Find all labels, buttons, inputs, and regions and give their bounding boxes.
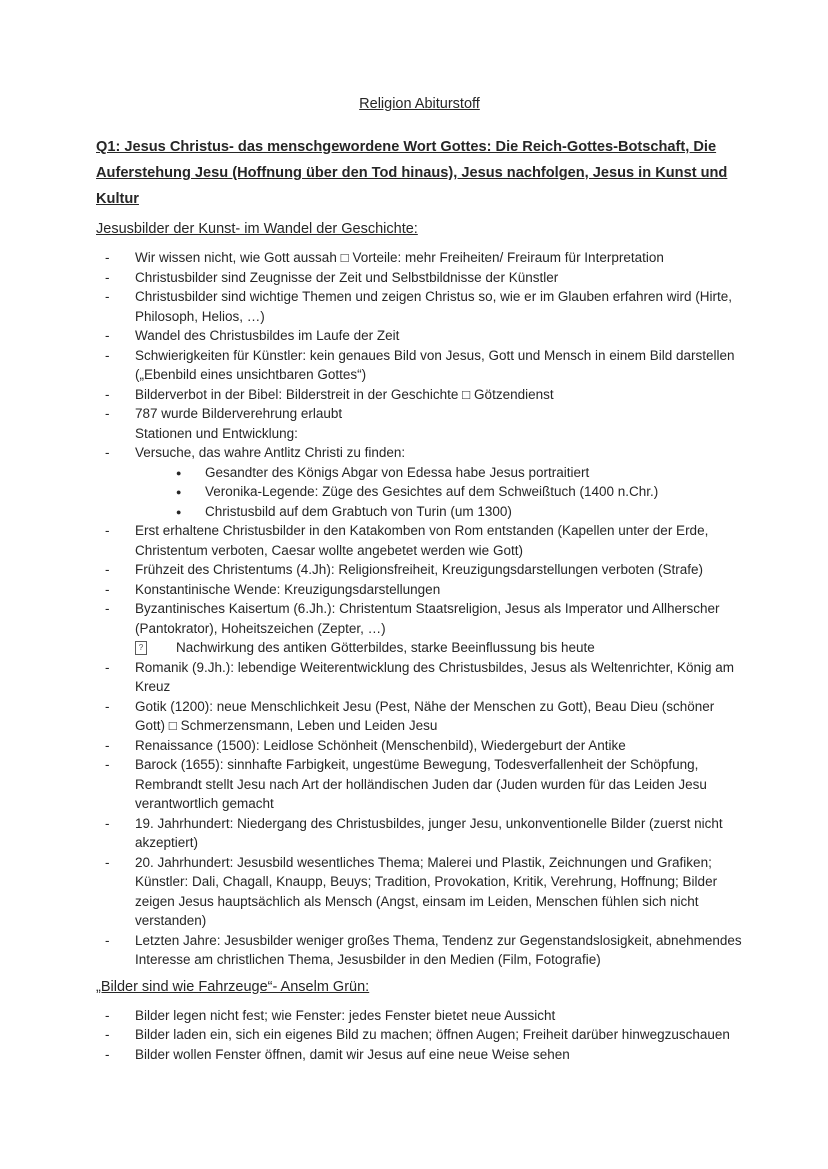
list-item-text: Versuche, das wahre Antlitz Christi zu finden: [135, 445, 406, 460]
list-item-text: Gotik (1200): neue Menschlichkeit Jesu (Pest, Nähe der Menschen zu Gott), Beau Dieu (schöner Gott) □ Schmerzensmann, Leben und Leiden Jesu [135, 698, 715, 733]
dash-bullet-icon: - [105, 854, 110, 870]
dash-bullet-icon: - [105, 601, 110, 616]
list-item-text: Christusbild auf dem Grabtuch von Turin (um 1300) [205, 503, 512, 519]
list-item-text: Frühzeit des Christentums (4.Jh): Religionsfreiheit, Kreuzigungsdarstellungen verboten (Strafe) [135, 562, 704, 577]
dash-bullet-icon: - [105, 1027, 110, 1042]
dash-bullet-icon: - [105, 406, 110, 421]
list-item-text: Gesandter des Königs Abgar von Edessa habe Jesus portraitiert [205, 464, 590, 480]
bullet-list [96, 1006, 743, 1065]
list-item [96, 424, 743, 444]
bullet-list [96, 248, 743, 970]
list-item-text: 19. Jahrhundert: Niedergang des Christusbildes, junger Jesu, unkonventionelle Bilder (zuerst nicht akzeptiert) [135, 815, 723, 850]
dash-bullet-icon: - [105, 698, 110, 714]
dash-bullet-icon: - [105, 932, 110, 948]
list-item-text: Bilder laden ein, sich ein eigenes Bild zu machen; öffnen Augen; Freiheit darüber hinwegzuschauen [135, 1027, 730, 1042]
list-item-text: Romanik (9.Jh.): lebendige Weiterentwicklung des Christusbildes, Jesus als Weltenrichter, König am Kreuz [135, 659, 735, 694]
list-item [96, 346, 743, 385]
dash-bullet-icon: - [105, 1007, 110, 1023]
dash-bullet-icon: - [105, 562, 110, 577]
list-item-text: Christusbilder sind wichtige Themen und zeigen Christus so, wie er im Glauben erfahren wird (Hirte, Philosoph, Helios, …) [135, 289, 733, 324]
list-item [96, 404, 743, 424]
list-item [96, 853, 743, 931]
list-item [96, 326, 743, 346]
dash-bullet-icon: - [105, 659, 110, 675]
dash-bullet-icon: - [105, 737, 110, 753]
list-item [96, 443, 743, 463]
list-item [96, 502, 743, 522]
list-item [96, 248, 743, 268]
list-item [96, 931, 743, 970]
list-item [96, 560, 743, 580]
dash-bullet-icon: - [105, 269, 110, 285]
list-item-text: 787 wurde Bilderverehrung erlaubt [135, 406, 343, 421]
list-item-text: Barock (1655): sinnhafte Farbigkeit, ungestüme Bewegung, Todesverfallenheit der Schöpfung, Rembrandt stellt Jesu nach Art der holländischen Juden dar (Juden wurden für das Leiden Jesu verantwortlich gemacht [135, 757, 707, 811]
dash-bullet-icon: - [105, 250, 110, 265]
list-item [96, 736, 743, 756]
list-item-text: Veronika-Legende: Züge des Gesichtes auf dem Schweißtuch (1400 n.Chr.) [205, 484, 659, 499]
list-item-text: Renaissance (1500): Leidlose Schönheit (Menschenbild), Wiedergeburt der Antike [135, 737, 626, 753]
list-item-text: Wandel des Christusbildes im Laufe der Zeit [135, 328, 400, 343]
dash-bullet-icon: - [105, 1046, 110, 1062]
list-item-text: Konstantinische Wende: Kreuzigungsdarstellungen [135, 581, 441, 597]
dash-bullet-icon: - [105, 347, 110, 363]
list-item [96, 385, 743, 405]
dot-bullet-icon: ● [176, 506, 182, 517]
dash-bullet-icon: - [105, 815, 110, 831]
list-item [96, 599, 743, 638]
document-title: Religion Abiturstoff [359, 96, 480, 112]
dot-bullet-icon: ● [176, 487, 182, 497]
dash-bullet-icon: - [105, 289, 110, 304]
list-item [96, 814, 743, 853]
list-item [96, 1006, 743, 1026]
section-heading: Jesusbilder der Kunst- im Wandel der Geschichte: [96, 221, 418, 237]
list-item [96, 697, 743, 736]
list-item [96, 268, 743, 288]
list-item-text: Erst erhaltene Christusbilder in den Katakomben von Rom entstanden (Kapellen unter der Erde, Christentum verboten, Caesar wollte angebetet werden wie Gott) [135, 523, 709, 558]
list-item-text: Stationen und Entwicklung: [135, 425, 298, 441]
list-item [96, 580, 743, 600]
list-item-text: Wir wissen nicht, wie Gott aussah □ Vorteile: mehr Freiheiten/ Freiraum für Interpretation [135, 250, 664, 265]
list-item-text: Letzten Jahre: Jesusbilder weniger großes Thema, Tendenz zur Gegenstandslosigkeit, abnehmendes Interesse am christlichen Thema, Jesusbilder in den Medien (Film, Fotografie) [135, 932, 742, 967]
dash-bullet-icon: - [105, 328, 110, 343]
dash-bullet-icon: - [105, 581, 110, 597]
document-body [96, 219, 743, 1064]
list-item [96, 463, 743, 483]
list-item-text: Schwierigkeiten für Künstler: kein genaues Bild von Jesus, Gott und Mensch in einem Bild darstellen („Ebenbild eines unsichtbaren Gottes“) [135, 347, 735, 382]
list-item [96, 1045, 743, 1065]
dash-bullet-icon: - [105, 757, 110, 772]
list-item-text: Christusbilder sind Zeugnisse der Zeit und Selbstbildnisse der Künstler [135, 269, 559, 285]
dash-bullet-icon: - [105, 445, 110, 460]
list-item [96, 755, 743, 814]
dash-bullet-icon: - [105, 386, 110, 402]
list-item [96, 482, 743, 502]
dash-bullet-icon: - [105, 523, 110, 538]
list-item [96, 638, 743, 658]
list-item-text: Bilder wollen Fenster öffnen, damit wir Jesus auf eine neue Weise sehen [135, 1046, 570, 1062]
missing-glyph-box-icon: ? [135, 641, 147, 655]
list-item [96, 521, 743, 560]
list-item [96, 658, 743, 697]
list-item-text: Bilder legen nicht fest; wie Fenster: jedes Fenster bietet neue Aussicht [135, 1007, 556, 1023]
list-item [96, 287, 743, 326]
list-item-text: Nachwirkung des antiken Götterbildes, starke Beeinflussung bis heute [176, 640, 595, 655]
section-heading: „Bilder sind wie Fahrzeuge“- Anselm Grün: [96, 978, 370, 995]
dot-bullet-icon: ● [176, 467, 182, 478]
list-item [96, 1025, 743, 1045]
list-item-text: 20. Jahrhundert: Jesusbild wesentliches Thema; Malerei und Plastik, Zeichnungen und Grafiken; Künstler: Dali, Chagall, Knaupp, Beuys; Tradition, Provokation, Kritik, Verehrung, Hoffnung; Bilder zeigen Jesus hauptsächlich als Mensch (Angst, einsam im Leiden, Menschen fühlen sich nicht verstanden) [135, 854, 718, 928]
list-item-text: Bilderverbot in der Bibel: Bilderstreit in der Geschichte □ Götzendienst [135, 386, 554, 402]
list-item-text: Byzantinisches Kaisertum (6.Jh.): Christentum Staatsreligion, Jesus als Imperator und Allherscher (Pantokrator), Hoheitszeichen (Zepter, …) [135, 601, 720, 636]
main-heading: Q1: Jesus Christus- das menschgewordene Wort Gottes: Die Reich-Gottes-Botschaft, Die Auferstehung Jesu (Hoffnung über den Tod hinaus), Jesus nachfolgen, Jesus in Kunst und Kultur [96, 139, 728, 207]
